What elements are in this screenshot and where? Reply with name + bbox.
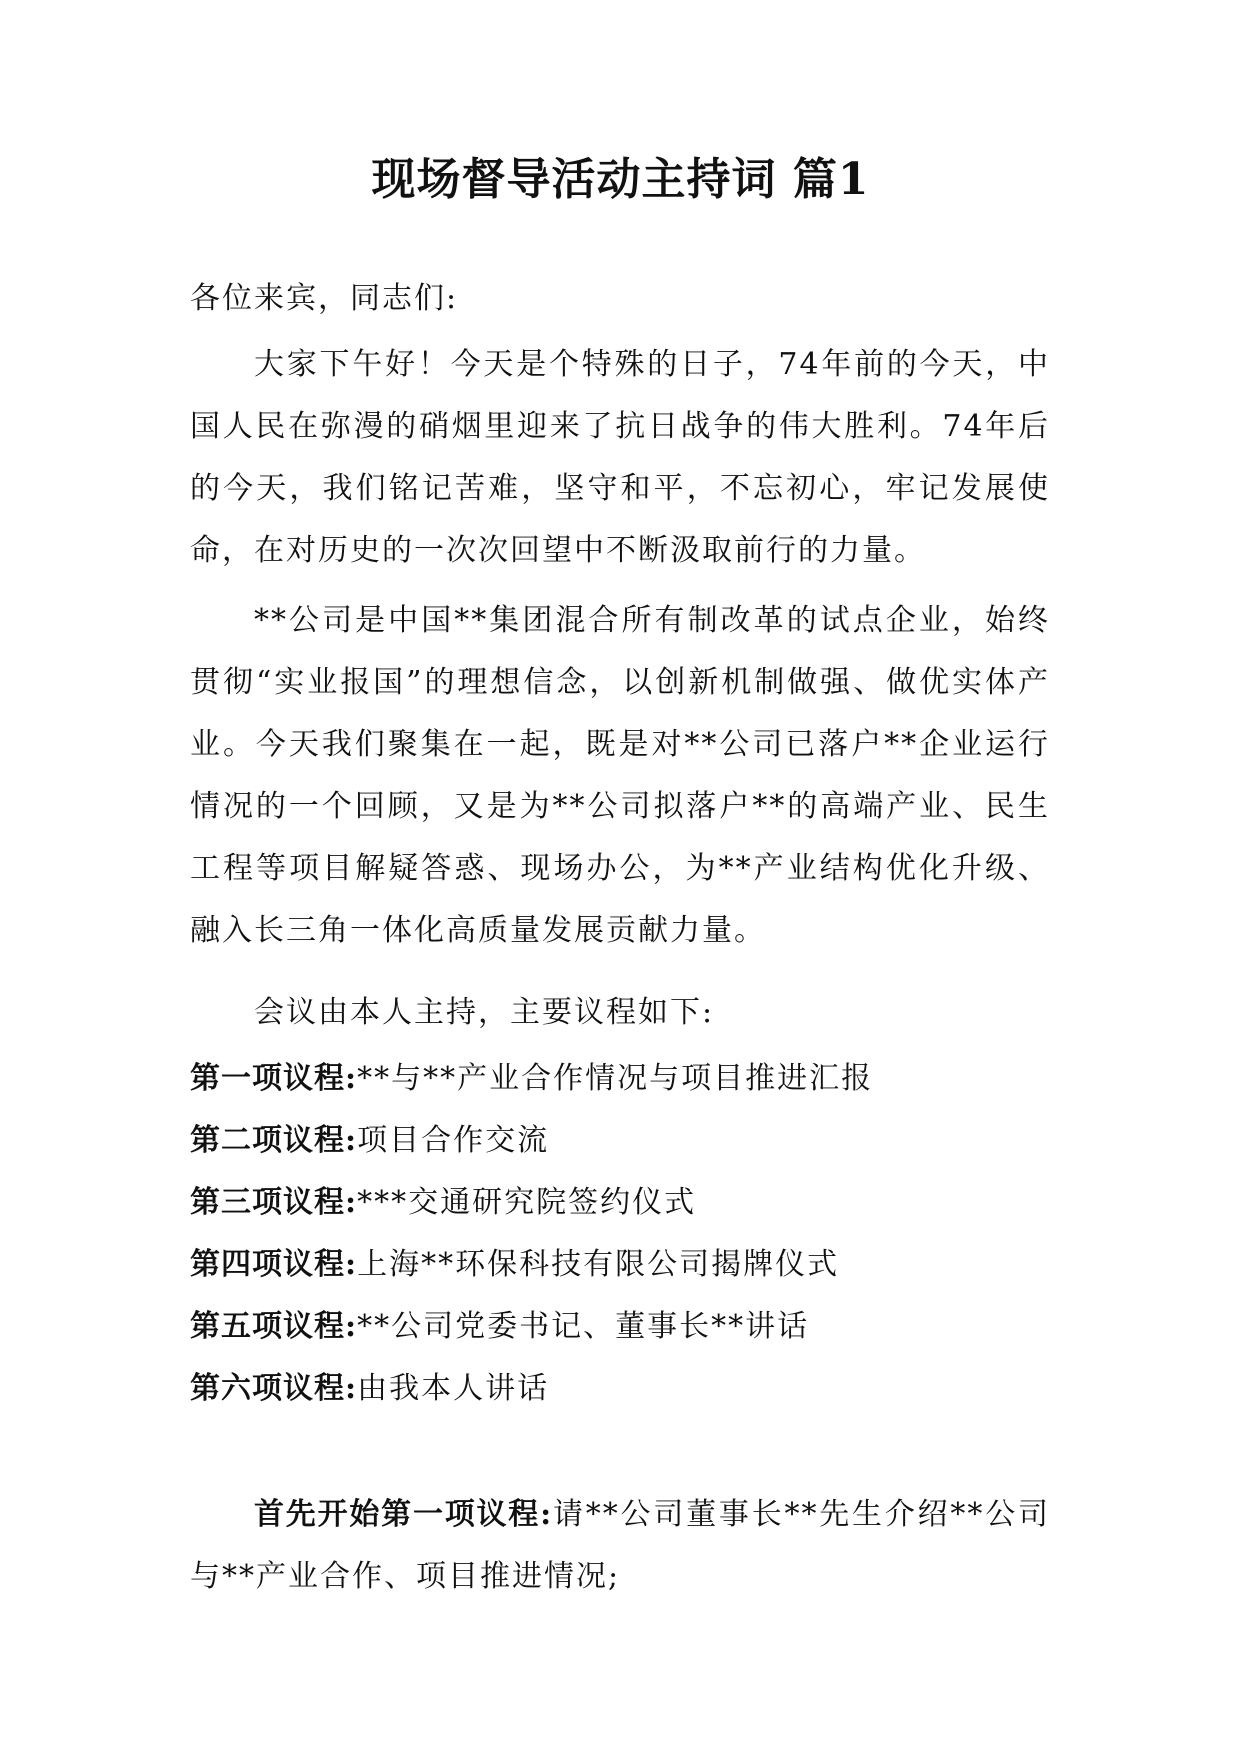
agenda-item-label: 第三项议程: bbox=[190, 1185, 358, 1220]
agenda-item-label: 第一项议程: bbox=[190, 1061, 358, 1096]
agenda-item-label: 第五项议程: bbox=[190, 1309, 358, 1344]
agenda-item bbox=[190, 1358, 1050, 1420]
paragraph-company-intro: **公司是中国**集团混合所有制改革的试点企业，始终贯彻“实业报国”的理想信念，以创新机制做强、做优实体产业。今天我们聚集在一起，既是对**公司已落户**企业运行情况的一个回顾，又是为**公司拟落户**的高端产业、民生工程等项目解疑答惑、现场办公，为**产业结构优化升级、融入长三角一体化高质量发展贡献力量。 bbox=[190, 603, 1050, 948]
salutation: 各位来宾，同志们: bbox=[190, 281, 459, 316]
document-title: 现场督导活动主持词 篇1 bbox=[371, 154, 870, 205]
agenda-item-text: 项目合作交流 bbox=[357, 1123, 550, 1158]
agenda-item-text: **与**产业合作情况与项目推进汇报 bbox=[357, 1061, 874, 1096]
paragraph-opening: 大家下午好！今天是个特殊的日子，74年前的今天，中国人民在弥漫的硝烟里迎来了抗日战争的伟大胜利。74年后的今天，我们铭记苦难，坚守和平，不忘初心，牢记发展使命，在对历史的一次次回望中不断汲取前行的力量。 bbox=[190, 347, 1050, 568]
agenda-item bbox=[190, 1172, 1050, 1234]
agenda-item-text: 上海**环保科技有限公司揭牌仪式 bbox=[357, 1247, 840, 1282]
agenda-item bbox=[190, 1234, 1050, 1296]
agenda-item-text: 由我本人讲话 bbox=[357, 1371, 550, 1406]
first-agenda-label: 首先开始第一项议程: bbox=[254, 1497, 553, 1532]
agenda-item-text: ***交通研究院签约仪式 bbox=[357, 1185, 697, 1220]
first-agenda-text: 请**公司董事长**先生介绍**公司与**产业合作、项目推进情况; bbox=[190, 1497, 1050, 1594]
agenda-item-text: **公司党委书记、董事长**讲话 bbox=[357, 1309, 810, 1344]
agenda-item-label: 第六项议程: bbox=[190, 1371, 358, 1406]
agenda-item-label: 第四项议程: bbox=[190, 1247, 358, 1282]
agenda-list bbox=[190, 1048, 1050, 1420]
agenda-intro: 会议由本人主持，主要议程如下: bbox=[254, 995, 715, 1030]
agenda-item bbox=[190, 1048, 1050, 1110]
agenda-item bbox=[190, 1110, 1050, 1172]
first-agenda-start bbox=[190, 1484, 1050, 1608]
agenda-item bbox=[190, 1296, 1050, 1358]
agenda-item-label: 第二项议程: bbox=[190, 1123, 358, 1158]
